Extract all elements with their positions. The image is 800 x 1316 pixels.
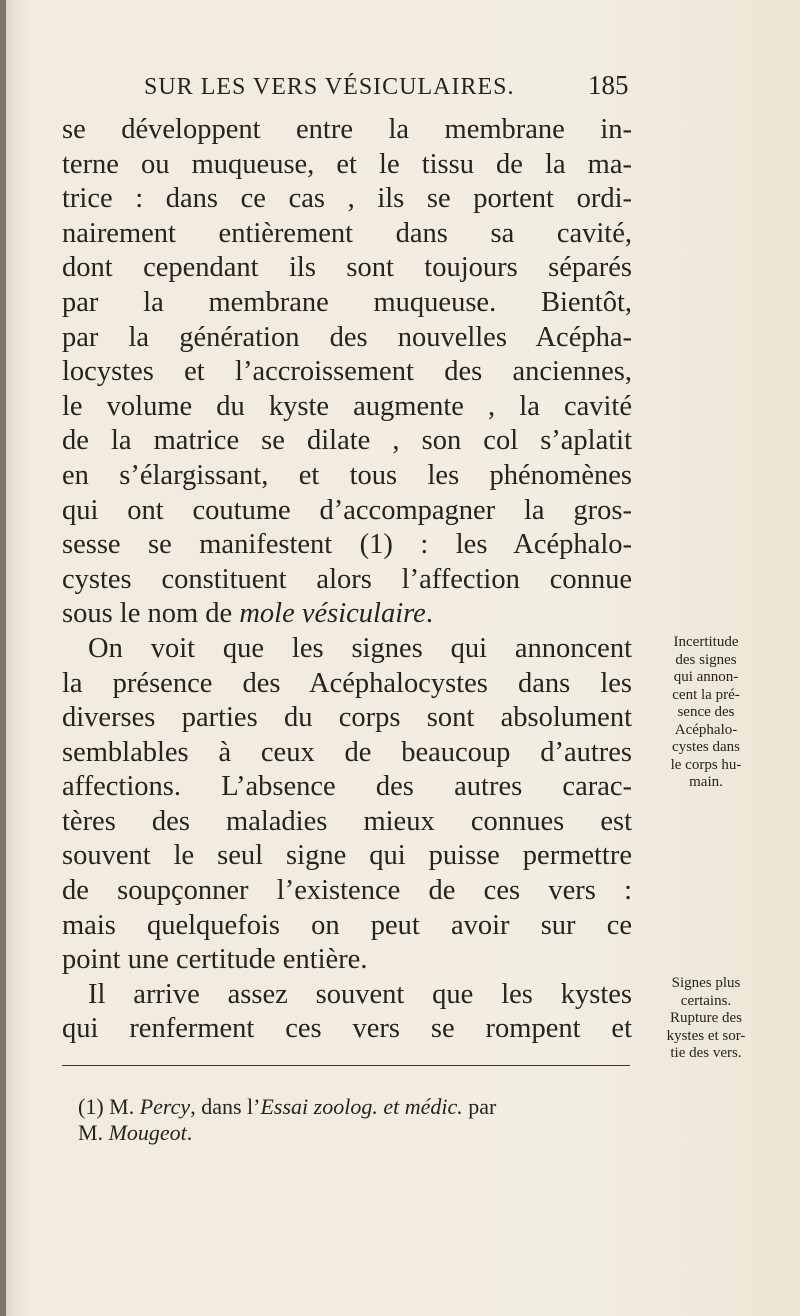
footnote-text: par bbox=[462, 1094, 497, 1119]
text-line: par la membrane muqueuse. Bientôt, bbox=[62, 286, 632, 318]
margin-note-line: Signes plus bbox=[671, 975, 741, 991]
text-line: sesse se manifestent (1) : les Acéphalo- bbox=[62, 529, 632, 561]
text-line-mole-vesiculaire bbox=[62, 597, 632, 632]
text-line: en s’élargissant, et tous les phénomènes bbox=[62, 459, 632, 491]
text-line: semblables à ceux de beaucoup d’autres bbox=[62, 736, 632, 768]
text-fragment: . bbox=[425, 598, 433, 630]
main-text bbox=[62, 113, 632, 1047]
margin-note-line: des signes bbox=[675, 651, 737, 668]
margin-note-line: le corps hu- bbox=[670, 756, 742, 773]
text-line: affections. L’absence des autres carac- bbox=[62, 771, 632, 803]
paragraph-start-line: On voit que les signes qui annoncent bbox=[88, 632, 632, 664]
footnote-text: . bbox=[186, 1120, 193, 1145]
text-line: par la génération des nouvelles Acépha- bbox=[62, 321, 632, 353]
footnote-text: M. bbox=[78, 1120, 109, 1145]
footnote-author: Mougeot bbox=[108, 1120, 187, 1145]
text-line: dont cependant ils sont toujours séparés bbox=[62, 252, 632, 284]
footnote-divider bbox=[62, 1065, 630, 1066]
margin-note-line: cent la pré- bbox=[672, 686, 740, 703]
text-line: tères des maladies mieux connues est bbox=[62, 805, 632, 837]
text-line: qui ont coutume d’accompagner la gros- bbox=[62, 494, 632, 526]
footnote-work-title: Essai zoolog. et médic. bbox=[260, 1094, 463, 1119]
margin-note-line: qui annon- bbox=[673, 669, 739, 685]
text-line: diverses parties du corps sont absolument bbox=[62, 702, 632, 734]
text-line: trice : dans ce cas , ils se portent ordi- bbox=[62, 183, 632, 215]
footnote-author: Percy bbox=[139, 1094, 191, 1119]
text-fragment: sous le nom de bbox=[62, 598, 240, 630]
margin-note-signes bbox=[646, 975, 766, 1063]
page-number: 185 bbox=[588, 70, 629, 100]
margin-note-line: kystes et sor- bbox=[666, 1027, 746, 1044]
running-header: SUR LES VERS VÉSICULAIRES. bbox=[144, 74, 515, 100]
text-line: la présence des Acéphalocystes dans les bbox=[62, 667, 632, 699]
text-line: terne ou muqueuse, et le tissu de la ma- bbox=[62, 148, 632, 180]
margin-note-line: cystes dans bbox=[672, 739, 740, 755]
margin-note-line: tie des vers. bbox=[670, 1045, 742, 1061]
text-line: locystes et l’accroissement des anciennes, bbox=[62, 356, 632, 388]
footnote-line-2 bbox=[78, 1120, 638, 1146]
text-line: le volume du kyste augmente , la cavité bbox=[62, 390, 632, 422]
margin-note-line: Acéphalo- bbox=[674, 721, 738, 738]
text-line: cystes constituent alors l’affection connue bbox=[62, 563, 632, 595]
text-line: souvent le seul signe qui puisse permettre bbox=[62, 840, 632, 872]
footnote-marker: (1) M. bbox=[78, 1094, 140, 1119]
text-line: nairement entièrement dans sa cavité, bbox=[62, 217, 632, 249]
text-line: qui renferment ces vers se rompent et bbox=[62, 1013, 632, 1045]
margin-note-line: Rupture des bbox=[669, 1010, 743, 1026]
text-line: mais quelquefois on peut avoir sur ce bbox=[62, 909, 632, 941]
footnote bbox=[78, 1094, 638, 1146]
margin-note-line: Incertitude bbox=[673, 634, 739, 650]
paragraph-start-line: Il arrive assez souvent que les kystes bbox=[88, 978, 632, 1010]
margin-note-incertitude bbox=[646, 634, 766, 792]
text-line: point une certitude entière. bbox=[62, 944, 368, 976]
text-line: de soupçonner l’existence de ces vers : bbox=[62, 875, 632, 907]
margin-note-line: certains. bbox=[680, 992, 732, 1009]
italic-term: mole vésiculaire bbox=[239, 598, 426, 630]
footnote-text: , dans l’ bbox=[190, 1094, 261, 1119]
page-spine-edge bbox=[0, 0, 6, 1316]
margin-note-line: sence des bbox=[677, 704, 735, 720]
footnote-line-1 bbox=[78, 1094, 638, 1120]
text-line: de la matrice se dilate , son col s’aplatit bbox=[62, 425, 632, 457]
text-line: se développent entre la membrane in- bbox=[62, 114, 632, 145]
margin-note-line: main. bbox=[689, 774, 723, 790]
